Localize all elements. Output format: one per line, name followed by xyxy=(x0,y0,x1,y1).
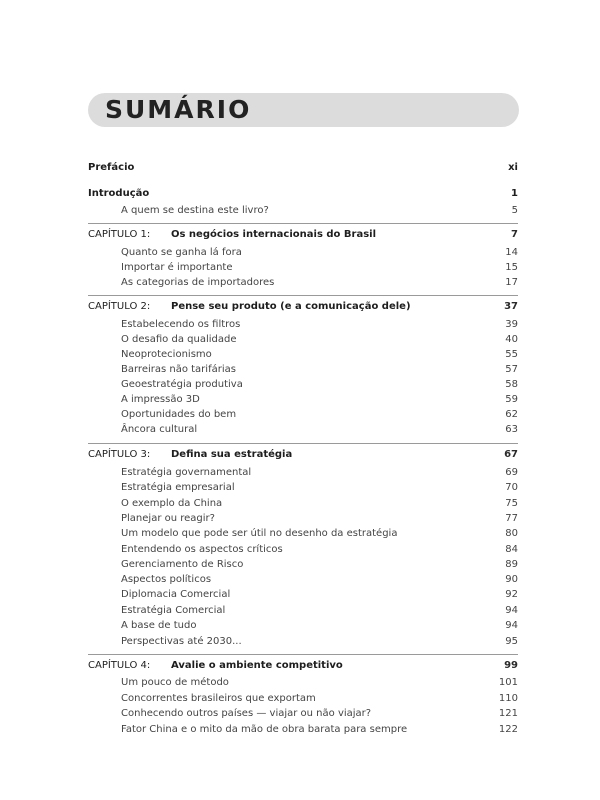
toc-entry-label: Estratégia Comercial xyxy=(121,605,226,616)
toc-entry-label: Aspectos políticos xyxy=(121,574,212,585)
toc-entry-page: 122 xyxy=(498,724,518,735)
toc-subentry xyxy=(121,587,518,602)
toc-entry-label: Estabelecendo os filtros xyxy=(121,319,241,330)
toc-entry-page: 62 xyxy=(505,409,518,420)
toc-subentry xyxy=(121,706,518,721)
toc-entry-label: Quanto se ganha lá fora xyxy=(121,247,242,258)
page-title: SUMÁRIO xyxy=(105,95,252,124)
toc-entry-label: O exemplo da China xyxy=(121,498,223,509)
toc-entry-label: O desafio da qualidade xyxy=(121,334,237,345)
toc-entry-label: A impressão 3D xyxy=(121,394,200,405)
toc-entry-label: Oportunidades do bem xyxy=(121,409,237,420)
toc-entry-page: 39 xyxy=(505,319,518,330)
toc-entry-page: 58 xyxy=(505,379,518,390)
toc-entry-page: 69 xyxy=(505,467,518,478)
toc-entry-label: Conhecendo outros países — viajar ou não viajar? xyxy=(121,708,372,719)
toc-entry-label: Importar é importante xyxy=(121,262,233,273)
toc-entry-label: Fator China e o mito da mão de obra barata para sempre xyxy=(121,724,408,735)
toc-subentry xyxy=(121,634,518,649)
toc-entry-label: Diplomacia Comercial xyxy=(121,589,231,600)
toc-subentry xyxy=(121,407,518,422)
toc-entry-page: 89 xyxy=(505,559,518,570)
toc-subentry xyxy=(121,542,518,557)
toc-chapter-4 xyxy=(88,658,518,673)
toc-entry-page: 94 xyxy=(505,605,518,616)
toc-entry-page: 17 xyxy=(505,277,518,288)
title-banner xyxy=(88,93,519,127)
toc-subentry xyxy=(121,722,518,737)
toc-entry-label: Planejar ou reagir? xyxy=(121,513,215,524)
toc-entry-page: 57 xyxy=(505,364,518,375)
toc-subentry xyxy=(121,603,518,618)
chapter-number: CAPÍTULO 1: xyxy=(88,229,151,240)
toc-entry-page: 15 xyxy=(505,262,518,273)
toc-entry-page: 94 xyxy=(505,620,518,631)
toc-subentry xyxy=(121,260,518,275)
chapter-title: Os negócios internacionais do Brasil xyxy=(171,229,377,240)
toc-subentry xyxy=(121,275,518,290)
toc-subentry xyxy=(121,362,518,377)
toc-entry-page: 14 xyxy=(505,247,518,258)
toc-entry-page: 40 xyxy=(505,334,518,345)
toc-entry-page: 101 xyxy=(498,677,518,688)
toc-entry-label: Prefácio xyxy=(88,162,135,173)
toc-entry-page: 67 xyxy=(504,449,518,460)
toc-entry-page: 5 xyxy=(511,205,518,216)
toc-subentry xyxy=(121,332,518,347)
chapter-divider xyxy=(88,443,518,444)
toc-entry-page: xi xyxy=(508,162,518,173)
toc-entry-label: Neoprotecionismo xyxy=(121,349,212,360)
toc-entry-page: 95 xyxy=(505,636,518,647)
toc-entry-page: 110 xyxy=(498,693,518,704)
toc-subentry xyxy=(121,526,518,541)
toc-subentry xyxy=(121,203,518,218)
toc-entry-label: Entendendo os aspectos críticos xyxy=(121,544,283,555)
toc-entry-label: Um pouco de método xyxy=(121,677,229,688)
toc-entry-page: 55 xyxy=(505,349,518,360)
toc-entry-prefacio xyxy=(88,160,518,175)
chapter-divider xyxy=(88,223,518,224)
toc-entry-page: 121 xyxy=(498,708,518,719)
chapter-title: Defina sua estratégia xyxy=(171,449,293,460)
toc-entry-page: 70 xyxy=(505,482,518,493)
toc-subentry xyxy=(121,557,518,572)
toc-chapter-1 xyxy=(88,227,518,242)
chapter-number: CAPÍTULO 4: xyxy=(88,660,151,671)
toc-subentry xyxy=(121,480,518,495)
toc-entry-label: Gerenciamento de Risco xyxy=(121,559,244,570)
toc-subentry xyxy=(121,422,518,437)
chapter-divider xyxy=(88,295,518,296)
toc-entry-page: 7 xyxy=(511,229,518,240)
toc-entry-page: 37 xyxy=(504,301,518,312)
toc-entry-label: Um modelo que pode ser útil no desenho da estratégia xyxy=(121,528,398,539)
toc-chapter-2 xyxy=(88,299,518,314)
toc-subentry xyxy=(121,496,518,511)
toc-entry-page: 75 xyxy=(505,498,518,509)
toc-entry-introducao xyxy=(88,186,518,201)
toc-entry-page: 63 xyxy=(505,424,518,435)
toc-subentry xyxy=(121,572,518,587)
toc-entry-label: Perspectivas até 2030... xyxy=(121,636,242,647)
toc-entry-page: 92 xyxy=(505,589,518,600)
chapter-title: Pense seu produto (e a comunicação dele) xyxy=(171,301,411,312)
toc-entry-label: Geoestratégia produtiva xyxy=(121,379,243,390)
toc-entry-page: 80 xyxy=(505,528,518,539)
chapter-title: Avalie o ambiente competitivo xyxy=(171,660,343,671)
toc-subentry xyxy=(121,465,518,480)
toc-entry-label: A quem se destina este livro? xyxy=(121,205,269,216)
toc-subentry xyxy=(121,511,518,526)
toc-subentry xyxy=(121,245,518,260)
toc-subentry xyxy=(121,377,518,392)
toc-entry-page: 59 xyxy=(505,394,518,405)
toc-entry-page: 90 xyxy=(505,574,518,585)
toc-chapter-3 xyxy=(88,447,518,462)
toc-entry-label: Âncora cultural xyxy=(121,424,198,435)
toc-subentry xyxy=(121,675,518,690)
toc-entry-page: 99 xyxy=(504,660,518,671)
toc-entry-label: Estratégia governamental xyxy=(121,467,252,478)
toc-subentry xyxy=(121,691,518,706)
toc-entry-page: 84 xyxy=(505,544,518,555)
toc-subentry xyxy=(121,618,518,633)
chapter-divider xyxy=(88,654,518,655)
toc-entry-label: As categorias de importadores xyxy=(121,277,275,288)
toc-entry-page: 1 xyxy=(511,188,518,199)
toc-subentry xyxy=(121,392,518,407)
toc-entry-page: 77 xyxy=(505,513,518,524)
toc-entry-label: Barreiras não tarifárias xyxy=(121,364,236,375)
toc-subentry xyxy=(121,347,518,362)
toc-entry-label: A base de tudo xyxy=(121,620,197,631)
toc-entry-label: Introdução xyxy=(88,188,150,199)
toc-entry-label: Estratégia empresarial xyxy=(121,482,235,493)
toc-entry-label: Concorrentes brasileiros que exportam xyxy=(121,693,316,704)
chapter-number: CAPÍTULO 2: xyxy=(88,301,151,312)
chapter-number: CAPÍTULO 3: xyxy=(88,449,151,460)
toc-subentry xyxy=(121,317,518,332)
